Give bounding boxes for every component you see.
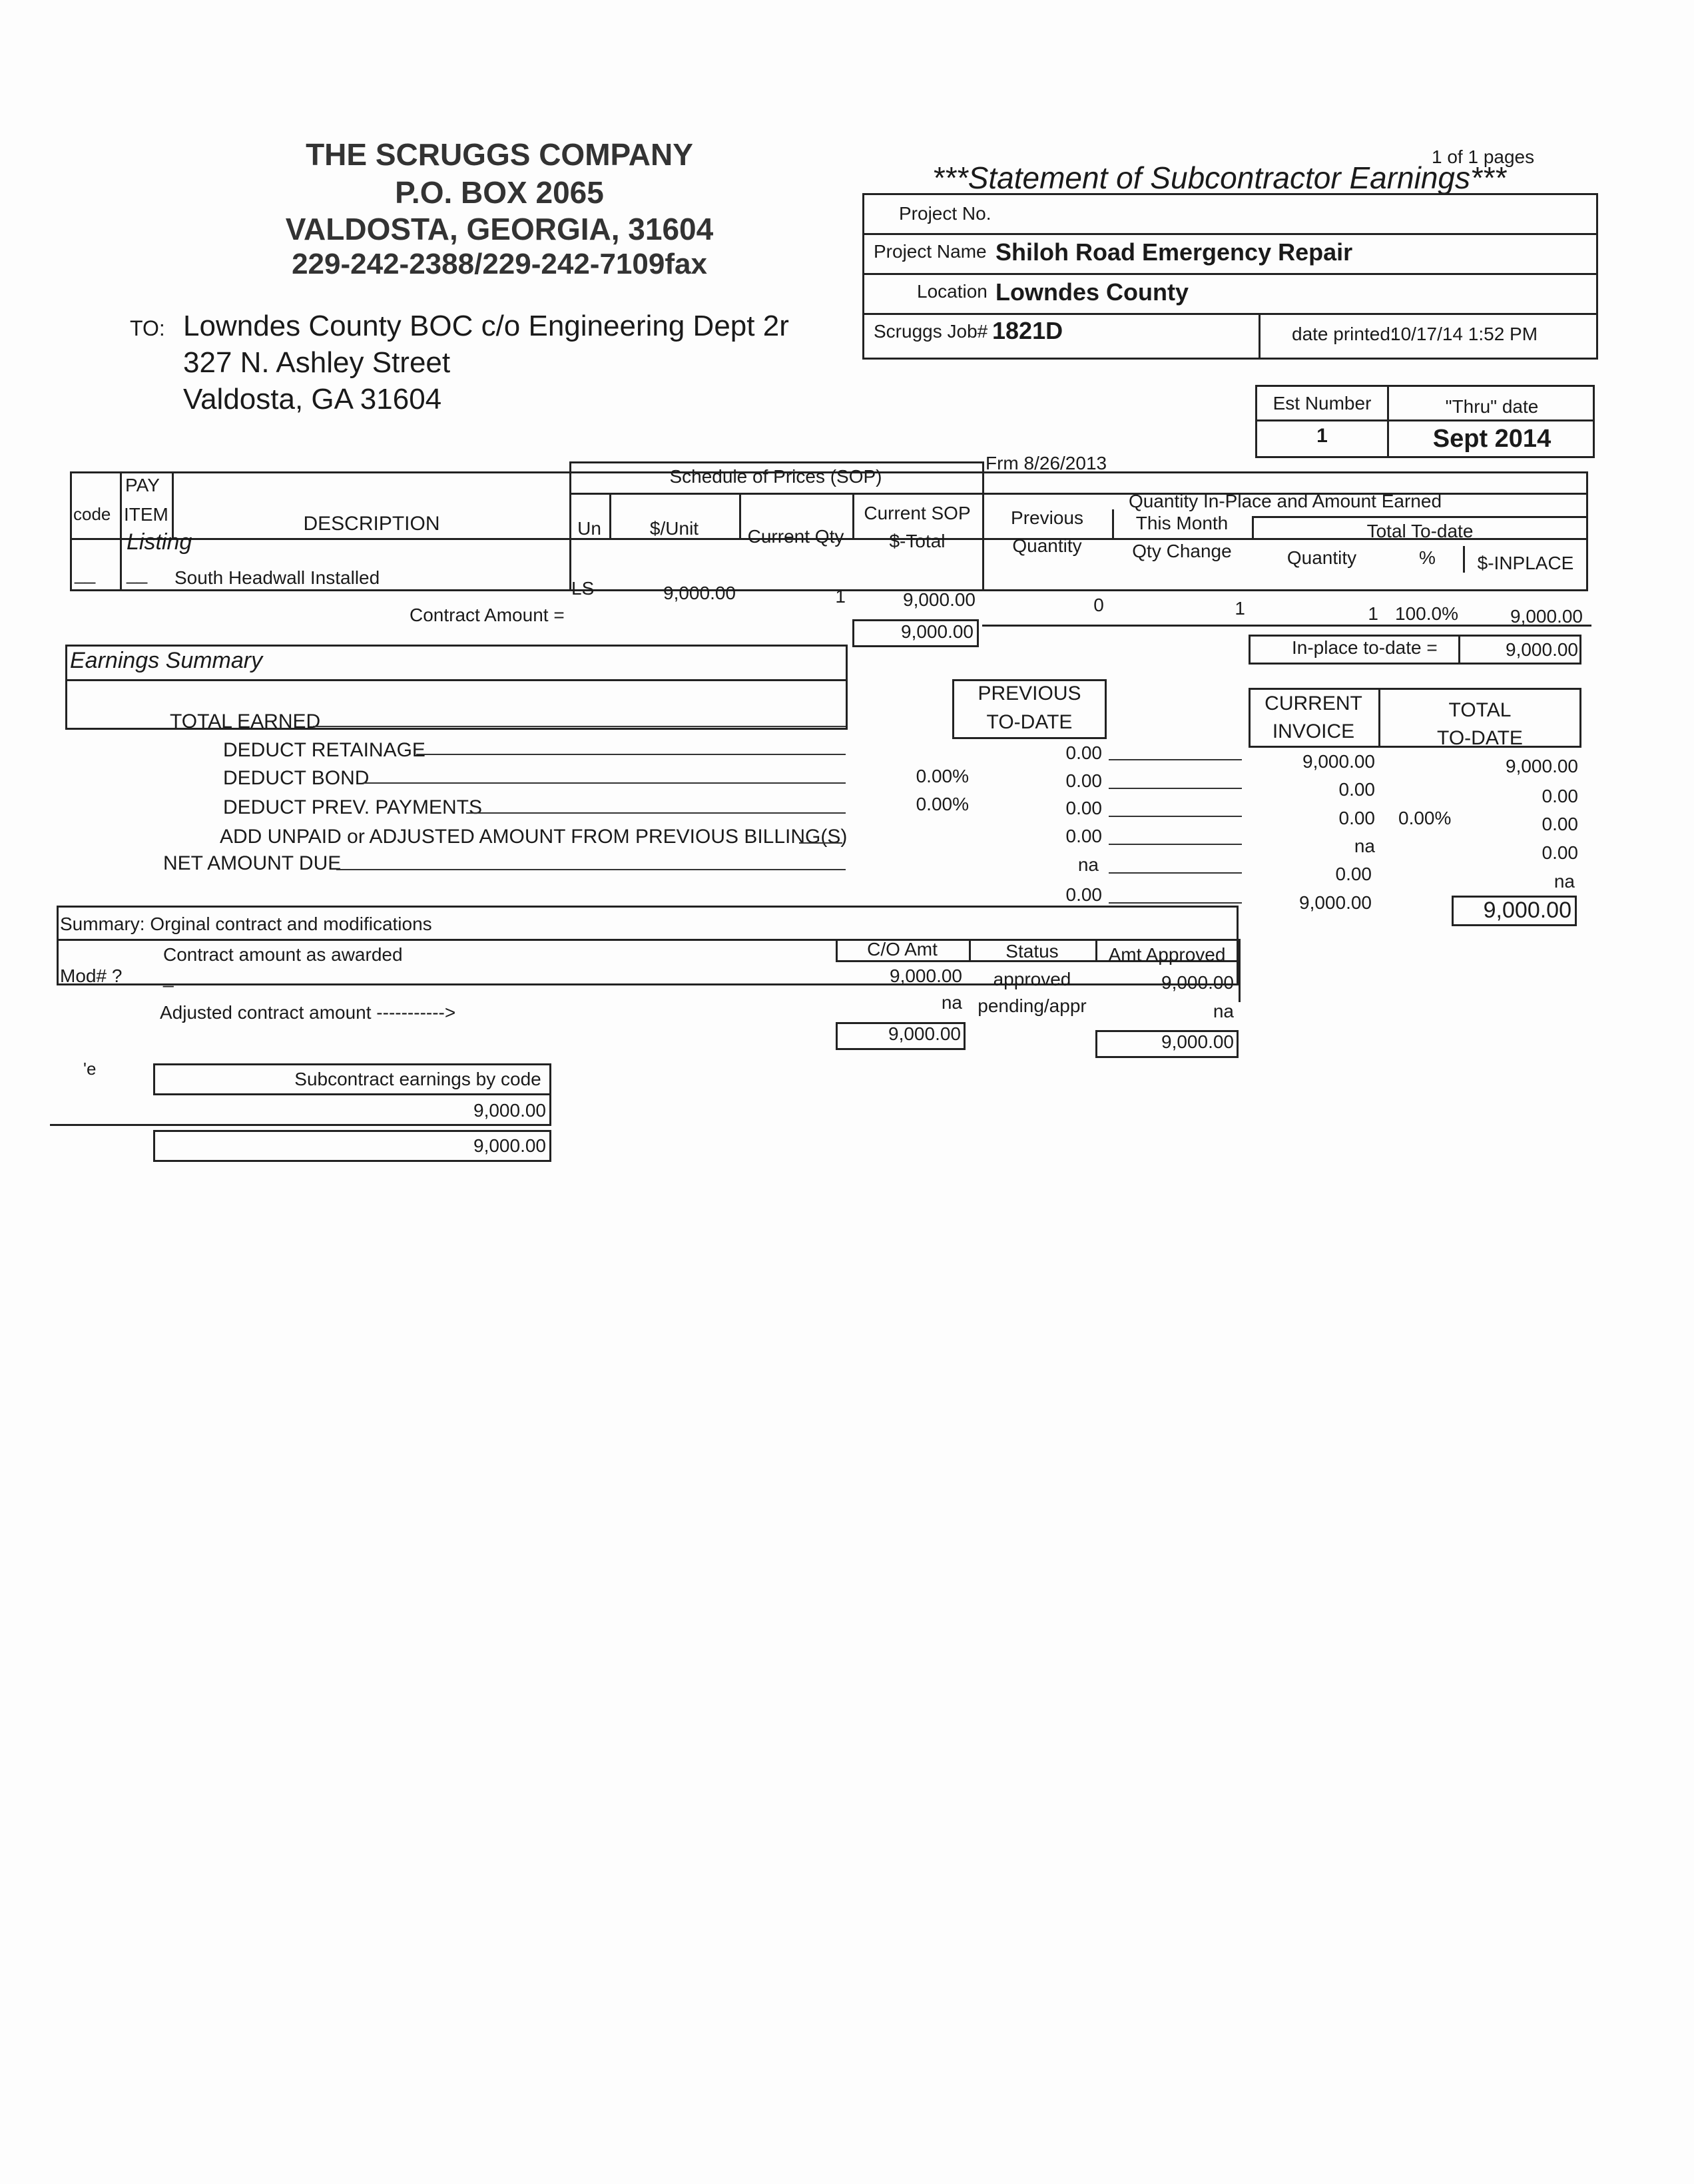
total-todate-header-2: TO-DATE [1437,727,1523,749]
net-due-current: 9,000.00 [1299,892,1372,913]
contract-amount-total: 9,000.00 [901,621,974,642]
earned-prev: 0.00 [1065,742,1102,763]
amt-approved-header: Amt Approved [1108,944,1226,965]
prev-payments-prev: 0.00 [1065,826,1102,846]
this-month-header-2: Qty Change [1132,541,1232,561]
net-due-prev: 0.00 [1065,884,1102,905]
est-number: 1 [1316,425,1328,447]
to-line-1: Lowndes County BOC c/o Engineering Dept 2r [183,310,789,342]
status-header: Status [1005,941,1059,961]
current-qty-header: Current Qty [747,526,844,547]
project-name-label: Project Name [874,241,987,262]
inplace-to-date-total: 9,000.00 [1506,639,1578,660]
contract-amount-label: Contract Amount = [410,605,565,625]
from-date: Frm 8/26/2013 [986,453,1107,473]
code-header: code [73,504,111,524]
listing-label: Listing [127,529,192,555]
retainage-label: DEDUCT RETAINAGE [223,739,425,761]
row-item: __ [127,563,148,584]
awarded-amt-approved: 9,000.00 [1161,972,1234,993]
location-label: Location [917,281,988,302]
bond-current: 0.00 [1338,808,1375,828]
row-description: South Headwall Installed [174,567,380,588]
previous-todate-header-1: PREVIOUS [978,682,1081,704]
est-number-label: Est Number [1272,393,1372,413]
location-value: Lowndes County [995,278,1189,306]
code-earnings-title: Subcontract earnings by code [294,1069,541,1089]
company-name: THE SCRUGGS COMPANY [306,137,693,172]
previous-todate-header-2: TO-DATE [986,711,1073,733]
earnings-title: Earnings Summary [70,648,263,673]
co-amt-header: C/O Amt [867,939,938,959]
unpaid-current: 0.00 [1335,864,1372,884]
unpaid-label: ADD UNPAID or ADJUSTED AMOUNT FROM PREVIOUS BILLING(S) [220,826,848,848]
row-previous-qty: 0 [1093,595,1104,615]
sop-header: Schedule of Prices (SOP) [669,466,882,487]
unit-header: $/Unit [649,518,699,539]
code-mark: 'e [83,1059,97,1079]
bond-label: DEDUCT BOND [223,767,370,789]
date-printed: 10/17/14 1:52 PM [1390,324,1538,344]
job-number: 1821D [992,317,1063,344]
mod-dash: _ [163,967,174,987]
retainage-current: 0.00 [1338,779,1375,800]
awarded-co-amt: 9,000.00 [890,965,962,986]
code-earnings-total: 9,000.00 [473,1135,546,1156]
this-month-header-1: This Month [1135,513,1229,533]
earned-total: 9,000.00 [1506,756,1578,776]
row-month-qty: 1 [1235,598,1245,619]
row-unit-type: LS [571,578,595,599]
awarded-status: approved [993,969,1071,989]
company-phone: 229-242-2388/229-242-7109fax [292,248,707,280]
adjusted-label: Adjusted contract amount -----------> [160,1002,456,1023]
previous-header-2: Quantity [1012,535,1082,556]
current-sop-header-2: $-Total [889,531,946,551]
earned-label: TOTAL EARNED [170,710,321,732]
description-header: DESCRIPTION [303,513,440,535]
inplace-to-date-label: In-place to-date = [1292,637,1438,658]
retainage-total: 0.00 [1542,786,1578,806]
pay-header: PAY [125,475,160,495]
mod-co-amt: na [941,992,962,1013]
row-current-sop: 9,000.00 [903,589,976,610]
bond-prev: 0.00 [1065,798,1102,818]
adjusted-amt-approved: 9,000.00 [1161,1031,1234,1052]
company-city: VALDOSTA, GEORGIA, 31604 [285,212,714,246]
mod-label: Mod# ? [60,965,123,986]
to-line-2: 327 N. Ashley Street [183,346,451,379]
row-current-qty: 1 [835,586,846,607]
qty-group-header: Quantity In-Place and Amount Earned [1128,491,1442,511]
prev-payments-total: 0.00 [1542,842,1578,863]
bond-total: 0.00 [1542,814,1578,834]
project-name: Shiloh Road Emergency Repair [995,238,1353,266]
total-todate-header: Total To-date [1366,521,1474,541]
current-invoice-header-2: INVOICE [1272,720,1355,742]
unpaid-prev: na [1077,854,1099,875]
statement-title: ***Statement of Subcontractor Earnings*** [932,160,1506,195]
to-line-3: Valdosta, GA 31604 [183,383,442,415]
project-no-label: Project No. [899,203,991,224]
item-header: ITEM [124,504,168,525]
retainage-prev: 0.00 [1065,770,1102,791]
mod-amt-approved: na [1213,1001,1234,1021]
total-todate-header-1: TOTAL [1448,699,1512,721]
adjusted-co-amt: 9,000.00 [888,1023,961,1044]
current-invoice-header-1: CURRENT [1265,692,1362,714]
current-sop-header-1: Current SOP [864,503,971,523]
prev-payments-current: na [1354,836,1375,856]
inplace-header: $-INPLACE [1477,553,1574,573]
job-label: Scruggs Job# [874,321,988,342]
thru-date-label: "Thru" date [1445,396,1539,417]
bond-current-pct: 0.00% [1398,808,1452,828]
summary-title: Summary: Orginal contract and modifications [60,914,432,934]
thru-date: Sept 2014 [1432,425,1552,453]
quantity-header: Quantity [1286,547,1357,568]
percent-header: % [1419,547,1436,568]
row-unit-price: 9,000.00 [663,583,736,603]
net-due-total: 9,000.00 [1483,898,1571,923]
row-total-qty: 1 [1368,603,1378,624]
prev-payments-label: DEDUCT PREV. PAYMENTS [223,796,482,818]
mod-status: pending/appr [978,995,1087,1016]
awarded-label: Contract amount as awarded [163,944,403,965]
row-percent: 100.0% [1395,603,1458,624]
previous-header-1: Previous [1011,507,1083,528]
net-due-label: NET AMOUNT DUE [163,852,342,874]
code-earnings-value: 9,000.00 [473,1100,546,1121]
row-code: __ [75,563,96,584]
to-label: TO: [130,316,165,340]
date-printed-label: date printed: [1292,324,1396,344]
row-inplace: 9,000.00 [1510,606,1583,627]
retainage-pct: 0.00% [916,766,969,786]
bond-pct: 0.00% [916,794,969,814]
un-header: Un [577,518,601,539]
unpaid-total: na [1553,871,1575,892]
earned-current: 9,000.00 [1302,751,1375,772]
page-count: 1 of 1 pages [1432,146,1535,167]
company-pobox: P.O. BOX 2065 [395,175,604,210]
